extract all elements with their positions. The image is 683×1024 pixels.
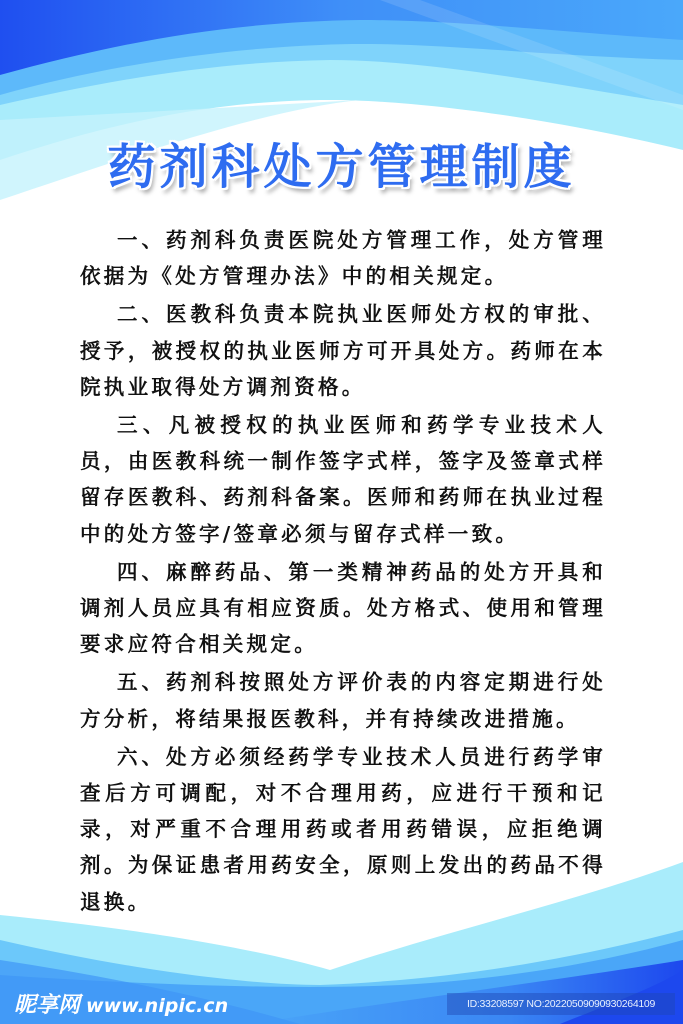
watermark-url: www.nipic.cn	[86, 995, 229, 1017]
regulation-item-6: 六、处方必须经药学专业技术人员进行药学审查后方可调配，对不合理用药，应进行干预和记录，对严重不合理用药或者用药错误，应拒绝调剂。为保证患者用药安全，原则上发出的药品不得退换。	[80, 744, 606, 914]
regulation-item-5: 五、药剂科按照处方评价表的内容定期进行处方分析，将结果报医教科，并有持续改进措施。	[80, 670, 606, 731]
watermark-brand	[14, 988, 228, 1019]
regulation-item-1: 一、药剂科负责医院处方管理工作，处方管理依据为《处方管理办法》中的相关规定。	[80, 228, 606, 289]
watermark-logo-text: 昵享网	[14, 993, 81, 1018]
page-title: 药剂科处方管理制度	[107, 139, 576, 195]
regulation-item-2: 二、医教科负责本院执业医师处方权的审批、授予，被授权的执业医师方可开具处方。药师在本院执业取得处方调剂资格。	[80, 302, 606, 399]
regulation-item-3: 三、凡被授权的执业医师和药学专业技术人员，由医教科统一制作签字式样，签字及签章式样留存医教科、药剂科备案。医师和药师在执业过程中的处方签字/签章必须与留存式样一致。	[80, 413, 606, 546]
regulation-item-4: 四、麻醉药品、第一类精神药品的处方开具和调剂人员应具有相应资质。处方格式、使用和管理要求应符合相关规定。	[80, 559, 606, 657]
regulation-body	[80, 222, 606, 922]
watermark-id-badge: ID:33208597 NO:20220509090930264109	[447, 993, 675, 1015]
